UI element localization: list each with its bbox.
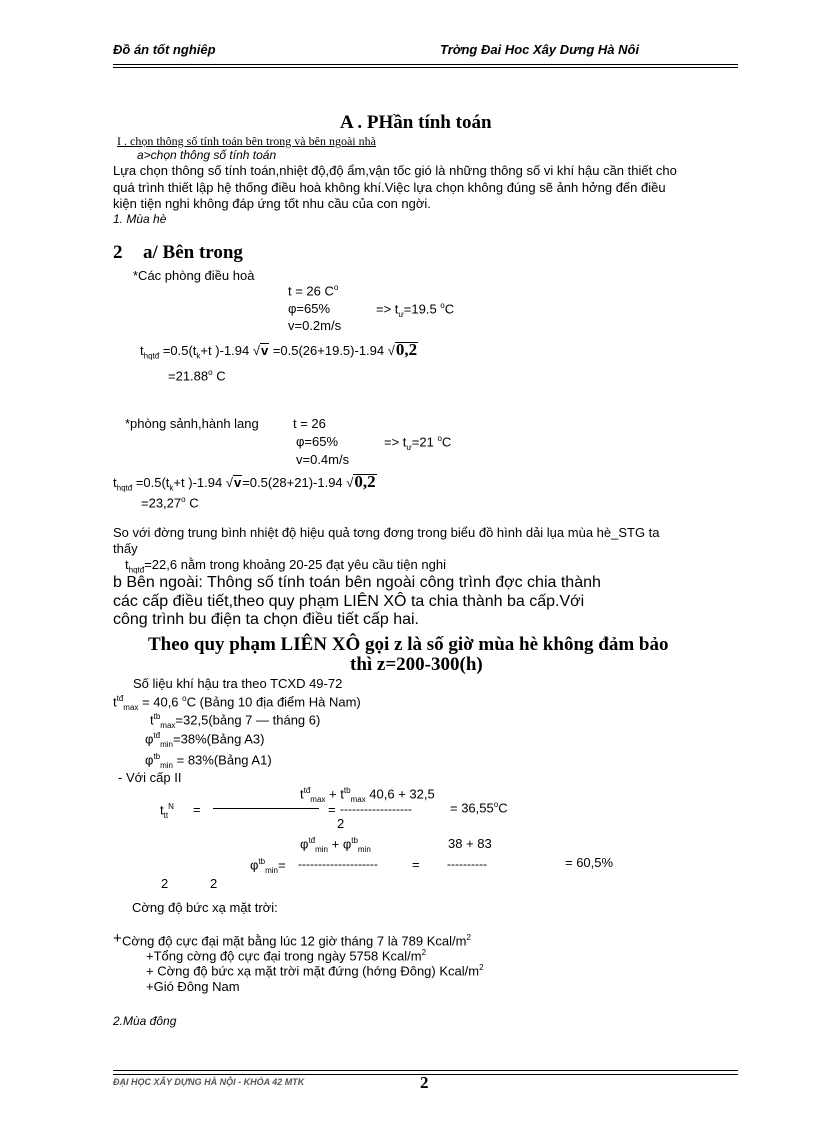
para-line-3: kiện tiện nghi không đáp ứng tốt nhu cầu của con ngời. — [113, 196, 431, 211]
tu-result-2: => $t_ư=21$ $^o$C — [384, 434, 452, 452]
velocity-value-2: v=0.4m/s — [296, 452, 350, 467]
bold-heading-1: Theo quy phạm LIÊN XÔ gọi z là số giờ mùa hè không đảm bảo — [148, 634, 669, 655]
eq2-den-1: 2 — [161, 876, 169, 891]
phimin-td-line: $\varphi^{tđ}_{min}=38\%(Bảng$ A3) — [145, 731, 265, 749]
formula-1: $t_{hqtđ} =0.5(t_k+t$ )-1.94 √v =0.5(26+19.5)-1.94 √0,2 — [140, 340, 418, 361]
rooms-label: *Các phòng điều hoà — [133, 268, 255, 283]
compare-line-2: thấy — [113, 541, 138, 556]
humidity-value: φ=65% — [288, 301, 331, 316]
para-line-2: quá trình thiết lập hệ thống điều hoà không khí.Việc lựa chọn không đúng sẽ ảnh hởng đến điều — [113, 180, 666, 195]
eq2-dashes-2: ---------- — [447, 857, 487, 871]
para-line-1: Lựa chọn thông số tính toán,nhiệt độ,độ ẩm,vận tốc gió là những thông số vi khí hậu cần thiết cho — [113, 163, 677, 178]
eq2-result: = 60,5% — [565, 855, 614, 870]
formula-2: $t_{hqtđ} =0.5(t_k+t$ )-1.94 √v=0.5(28+21)-1.94 √0,2 — [113, 472, 376, 493]
bold-heading-2: thì z=200-300(h) — [350, 654, 483, 675]
footer-rule-top — [113, 1070, 738, 1071]
eq2-numerator: $\varphi^{tđ}_{min} + \varphi^{tb}_{min}$ — [300, 836, 371, 854]
velocity-value: v=0.2m/s — [288, 318, 342, 333]
humidity-value-2: φ=65% — [296, 434, 339, 449]
hall-label: *phòng sảnh,hành lang — [125, 416, 259, 431]
header-rule-bottom — [113, 67, 738, 68]
radiation-item-4: +Gió Đông Nam — [146, 979, 240, 994]
result-1: $=21.88^o$ C — [168, 368, 226, 384]
radiation-item-2: +Tổng cờng độ cực đại trong ngày 5758 Kcal/$m^2$ — [146, 948, 427, 964]
eq1-mid-equals: = — [328, 802, 336, 817]
tmax-line: $t^{tđ}_{max} = 40,6$ $^o$C (Bảng 10 địa điểm Hà Nam) — [113, 694, 361, 712]
climate-source: Số liệu khí hậu tra theo TCXD 49-72 — [133, 676, 343, 691]
tu-result: => $t_ư=19.5$ $^o$C — [376, 301, 455, 319]
eq1-result: = $36,55^oC$ — [450, 800, 508, 816]
outside-line-3: công trình bu điện ta chọn điều tiết cấp hai. — [113, 611, 419, 628]
page-title: A . PHần tính toán — [340, 112, 492, 133]
cap-label: - Với cấp II — [118, 770, 182, 785]
temp-value: t = 26 $C^o$ — [288, 283, 339, 299]
inside-num: 2 — [113, 242, 123, 263]
phimin-tb-line: $\varphi^{tb}_{min}$ = 83%(Bảng A1) — [145, 752, 272, 770]
eq1-numerator: $t^{tđ}_{max} + t^{tb}_{max}$ 40,6 + 32,5 — [300, 786, 435, 804]
eq2-num-values: 38 + 83 — [448, 836, 492, 851]
eq1-lhs: $t_{tt}^N$ — [160, 802, 174, 820]
header-rule-top — [113, 64, 738, 65]
compare-line-3: $t_{hqtđ}=22,6$ nằm trong khoảng 20-25 đạt yêu cầu tiện nghi — [125, 557, 446, 575]
eq2-lhs: $\varphi^{tb}_{min}=$ — [250, 857, 286, 875]
eq2-dashes-1: -------------------- — [298, 857, 378, 871]
compare-line-1: So với đờng trung bình nhiệt độ hiệu quả tơng đơng trong biểu đồ hình dải lụa mùa hè_STG ta — [113, 525, 660, 540]
eq1-fraction-bar — [213, 808, 319, 809]
inside-heading: a/ Bên trong — [143, 242, 243, 263]
radiation-bullet: + — [113, 930, 122, 947]
section-heading: I . chọn thông số tính toán bên trong và bên ngoài nhà — [117, 134, 376, 148]
page-number: 2 — [420, 1073, 429, 1092]
radiation-heading: Cờng độ bức xạ mặt trời: — [132, 900, 278, 915]
eq1-dashes: ------------------ — [340, 802, 412, 816]
eq1-equals: = — [193, 802, 201, 817]
result-2: $=23,27^o$ C — [141, 495, 199, 511]
eq2-equals: = — [412, 857, 420, 872]
subsection-heading: a>chọn thông số tính toán — [137, 148, 277, 162]
header-left: Đồ án tốt nghiêp — [113, 42, 216, 57]
outside-line-2: các cấp điều tiết,theo quy phạm LIÊN XÔ ta chia thành ba cấp.Với — [113, 593, 585, 610]
winter-label: 2.Mùa đông — [113, 1014, 177, 1028]
eq2-den-2: 2 — [210, 876, 218, 891]
radiation-item-3: + Cờng độ bức xạ mặt trời mặt đứng (hớng Đông) Kcal/$m^2$ — [146, 963, 484, 979]
radiation-item-1: Cờng độ cực đại mặt bằng lúc 12 giờ tháng 7 là 789 Kcal/$m^2$ — [122, 933, 471, 949]
footer-left: ĐẠI HỌC XÂY DỰNG HÀ NỘI - KHÓA 42 MTK — [113, 1077, 305, 1087]
summer-label: 1. Mùa hè — [113, 212, 167, 226]
temp-value-2: t = 26 — [293, 416, 326, 431]
eq1-denominator: 2 — [337, 816, 345, 831]
header-right: Trờng Đai Hoc Xây Dưng Hà Nôi — [440, 42, 640, 57]
tbmax-line: $t^{tb}_{max}=32,5(bảng$ 7 — tháng 6) — [150, 712, 321, 730]
outside-line-1: b Bên ngoài: Thông số tính toán bên ngoài công trình đợc chia thành — [113, 574, 601, 591]
